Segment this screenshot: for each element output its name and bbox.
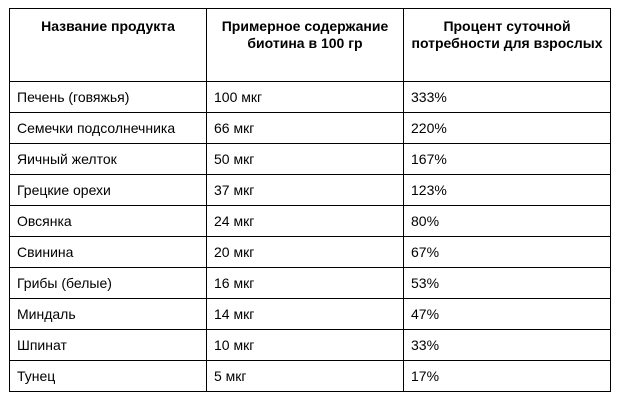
table-row — [10, 268, 611, 299]
header-product-name: Название продукта — [10, 9, 207, 82]
table-row — [10, 361, 611, 392]
cell-product: Яичный желток — [10, 144, 207, 175]
cell-percent: 167% — [404, 144, 611, 175]
table-body — [10, 82, 611, 392]
cell-product: Тунец — [10, 361, 207, 392]
cell-product: Грецкие орехи — [10, 175, 207, 206]
cell-biotin: 24 мкг — [207, 206, 404, 237]
cell-biotin: 37 мкг — [207, 175, 404, 206]
header-biotin-content: Примерное содержание биотина в 100 гр — [207, 9, 404, 82]
cell-biotin: 14 мкг — [207, 299, 404, 330]
cell-product: Миндаль — [10, 299, 207, 330]
cell-percent: 67% — [404, 237, 611, 268]
table-row — [10, 82, 611, 113]
cell-biotin: 66 мкг — [207, 113, 404, 144]
cell-percent: 47% — [404, 299, 611, 330]
cell-product: Семечки подсолнечника — [10, 113, 207, 144]
cell-product: Печень (говяжья) — [10, 82, 207, 113]
cell-percent: 220% — [404, 113, 611, 144]
table-row — [10, 113, 611, 144]
table-row — [10, 237, 611, 268]
cell-percent: 333% — [404, 82, 611, 113]
cell-percent: 123% — [404, 175, 611, 206]
biotin-content-table — [9, 8, 611, 392]
cell-percent: 33% — [404, 330, 611, 361]
table-row — [10, 299, 611, 330]
cell-percent: 80% — [404, 206, 611, 237]
biotin-table-container — [9, 8, 611, 392]
cell-percent: 17% — [404, 361, 611, 392]
cell-product: Свинина — [10, 237, 207, 268]
table-row — [10, 206, 611, 237]
table-row — [10, 144, 611, 175]
cell-product: Овсянка — [10, 206, 207, 237]
cell-product: Шпинат — [10, 330, 207, 361]
cell-biotin: 100 мкг — [207, 82, 404, 113]
cell-percent: 53% — [404, 268, 611, 299]
cell-biotin: 5 мкг — [207, 361, 404, 392]
table-row — [10, 175, 611, 206]
cell-biotin: 20 мкг — [207, 237, 404, 268]
cell-biotin: 16 мкг — [207, 268, 404, 299]
table-row — [10, 330, 611, 361]
cell-biotin: 50 мкг — [207, 144, 404, 175]
header-daily-percent: Процент суточной потребности для взрослых — [404, 9, 611, 82]
cell-product: Грибы (белые) — [10, 268, 207, 299]
cell-biotin: 10 мкг — [207, 330, 404, 361]
table-header — [10, 9, 611, 82]
header-row — [10, 9, 611, 82]
